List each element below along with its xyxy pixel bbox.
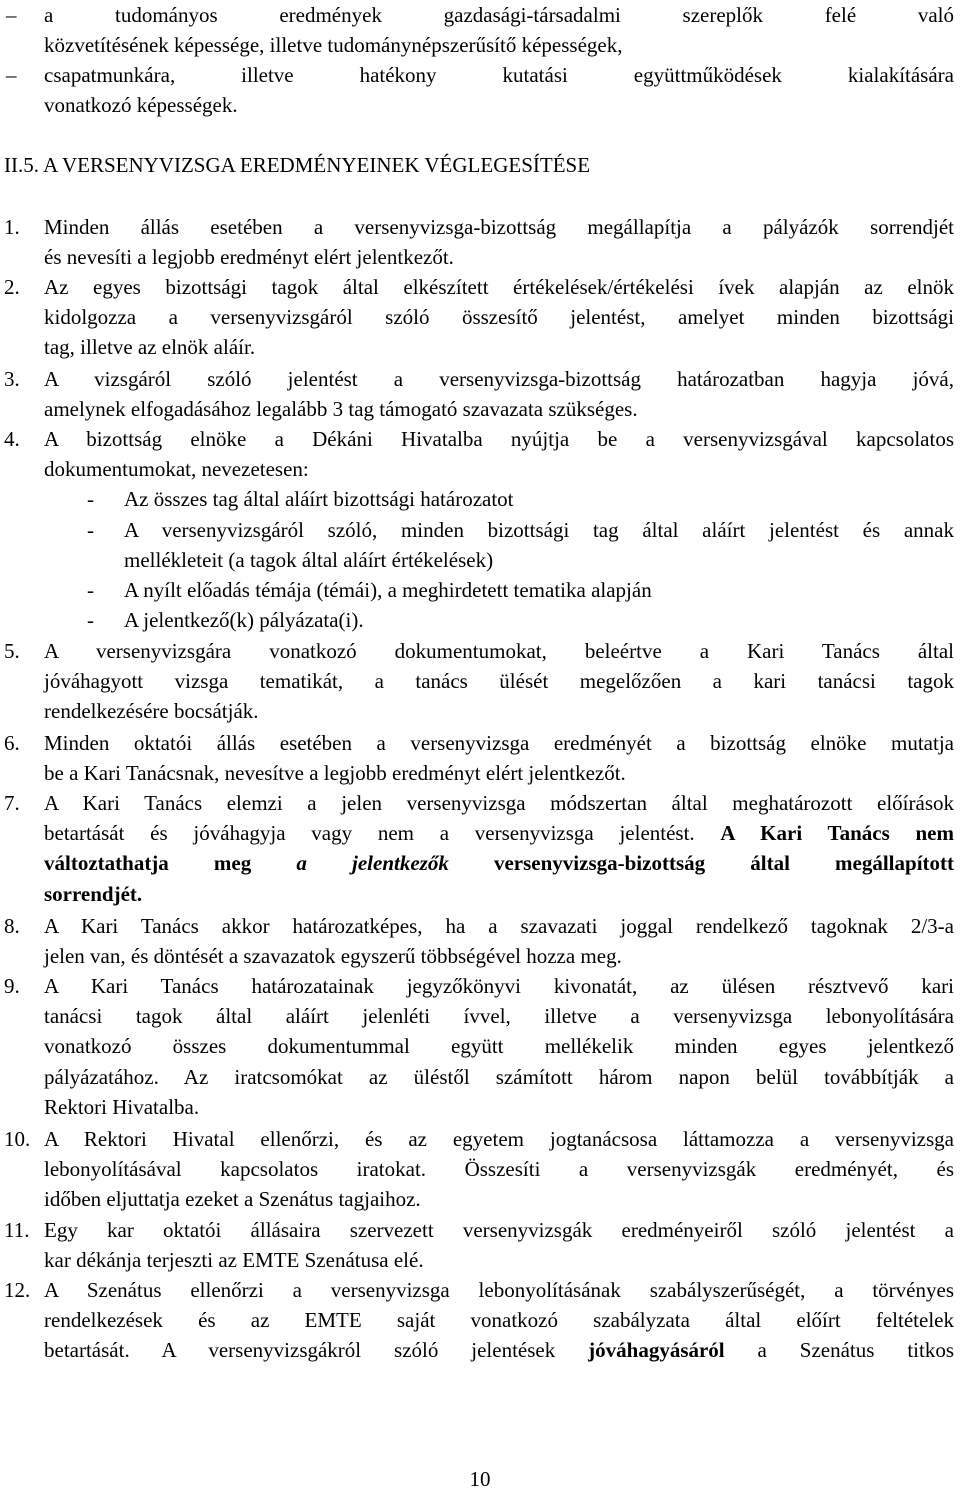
item-number: 10. — [4, 1127, 31, 1151]
text-line: dokumentumokat, nevezetesen: — [44, 457, 309, 482]
text-line: időben eljuttatja ezeket a Szenátus tagjaihoz. — [44, 1187, 421, 1212]
item-number: 5. — [4, 639, 20, 663]
item-number: 6. — [4, 731, 20, 755]
bullet-item — [6, 60, 954, 120]
item-number: 3. — [4, 367, 20, 391]
item-number: 7. — [4, 791, 20, 815]
sub-item — [44, 484, 954, 514]
bold-italic-text: a jelentkezők — [296, 851, 449, 876]
text-line: A versenyvizsgáról szóló, minden bizottsági tag által aláírt jelentést és annak — [124, 517, 954, 542]
text-line — [44, 848, 954, 878]
dash-marker: - — [87, 517, 94, 542]
list-item — [4, 1124, 954, 1215]
list-item — [4, 728, 954, 788]
text-line: a tudományos eredmények gazdasági-társadalmi szereplők felé való — [44, 3, 954, 27]
text-fragment: betartását. A versenyvizsgákról szóló jelentések — [44, 1338, 556, 1363]
item-number: 4. — [4, 427, 20, 451]
text-line: A versenyvizsgára vonatkozó dokumentumokat, beleértve a Kari Tanács által — [44, 639, 954, 663]
text-line: Egy kar oktatói állásaira szervezett versenyvizsgák eredményeiről szóló jelentést a — [44, 1218, 954, 1242]
dash-marker: – — [6, 3, 17, 27]
item-number: 11. — [4, 1218, 30, 1242]
sub-item — [44, 605, 954, 635]
list-item — [4, 212, 954, 272]
text-line: kar dékánja terjeszti az EMTE Szenátusa elé. — [44, 1248, 424, 1273]
text-line: A vizsgáról szóló jelentést a versenyvizsga-bizottság határozatban hagyja jóvá, — [44, 367, 954, 391]
text-line — [44, 818, 954, 848]
text-line: lebonyolításával kapcsolatos iratokat. Összesíti a versenyvizsgák eredményét, és — [44, 1157, 954, 1182]
text-line — [44, 879, 954, 909]
dash-marker: – — [6, 63, 17, 87]
text-line: Minden oktatói állás esetében a versenyvizsga eredményét a bizottság elnöke mutatja — [44, 731, 954, 755]
text-line: Az összes tag által aláírt bizottsági határozatot — [124, 487, 514, 512]
bold-text: változtathatja meg — [44, 851, 252, 876]
list-item — [4, 636, 954, 727]
text-fragment: a Szenátus titkos — [757, 1338, 954, 1363]
text-line: kidolgozza a versenyvizsgáról szóló összesítő jelentést, amelyet minden bizottsági — [44, 305, 954, 330]
dash-marker: - — [87, 487, 94, 512]
text-line: vonatkozó összes dokumentummal együtt mellékelik minden egyes jelentkező — [44, 1034, 954, 1059]
text-line: mellékleteit (a tagok által aláírt értékelések) — [124, 547, 494, 572]
text-line — [44, 1335, 954, 1365]
list-item — [4, 788, 955, 909]
item-number: 8. — [4, 914, 20, 938]
text-line: Minden állás esetében a versenyvizsga-bizottság megállapítja a pályázók sorrendjét — [44, 215, 954, 239]
dash-marker: - — [87, 578, 94, 603]
text-line: A Szenátus ellenőrzi a versenyvizsga lebonyolításának szabályszerűségét, a törvényes — [44, 1278, 954, 1302]
text-line: A Rektori Hivatal ellenőrzi, és az egyetem jogtanácsosa láttamozza a versenyvizsga — [44, 1127, 954, 1151]
text-line: közvetítésének képessége, illetve tudománynépszerűsítő képességek, — [44, 33, 623, 57]
text-line: jóváhagyott vizsga tematikát, a tanács ülését megelőzően a kari tanácsi tagok — [44, 669, 954, 694]
page-number: 10 — [469, 1467, 491, 1491]
text-line: és nevesíti a legjobb eredményt elért jelentkezőt. — [44, 245, 454, 270]
text-fragment: betartását és jóváhagyja vagy nem a versenyvizsga jelentést. — [44, 821, 695, 846]
text-line: be a Kari Tanácsnak, nevesítve a legjobb eredményt elért jelentkezőt. — [44, 761, 626, 786]
text-line: vonatkozó képességek. — [44, 93, 238, 117]
text-line: A bizottság elnöke a Dékáni Hivatalba nyújtja be a versenyvizsgával kapcsolatos — [44, 427, 954, 451]
text-line: A nyílt előadás témája (témái), a meghirdetett tematika alapján — [124, 578, 652, 603]
text-line: A Kari Tanács elemzi a jelen versenyvizsga módszertan által meghatározott előírások — [44, 791, 954, 815]
bold-text: versenyvizsga-bizottság által megállapított — [493, 851, 955, 876]
item-number: 9. — [4, 974, 20, 998]
list-item — [4, 911, 954, 971]
text-line: rendelkezések és az EMTE saját vonatkozó szabályzata által előírt feltételek — [44, 1308, 954, 1333]
item-number: 12. — [4, 1278, 31, 1302]
sub-item — [44, 515, 954, 575]
section-heading: II.5. A VERSENYVIZSGA EREDMÉNYEINEK VÉGLEGESÍTÉSE — [4, 153, 591, 177]
item-number: 1. — [4, 215, 20, 239]
text-line: A Kari Tanács határozatainak jegyzőkönyvi kivonatát, az ülésen résztvevő kari — [44, 974, 954, 998]
text-line: Rektori Hivatalba. — [44, 1094, 200, 1119]
item-number: 2. — [4, 275, 20, 299]
list-item — [4, 1215, 954, 1275]
text-line: jelen van, és döntését a szavazatok egyszerű többségével hozza meg. — [44, 944, 622, 969]
text-line: Az egyes bizottsági tagok által elkészített értékelések/értékelési ívek alapján az elnök — [44, 275, 954, 299]
list-item — [4, 364, 954, 424]
bullet-item — [6, 0, 954, 60]
bold-text: sorrendjét. — [44, 881, 143, 906]
text-line: rendelkezésére bocsátják. — [44, 699, 259, 724]
text-line: tanácsi tagok által aláírt jelenléti ívvel, illetve a versenyvizsga lebonyolítására — [44, 1004, 954, 1029]
list-item — [4, 424, 954, 635]
text-line: amelynek elfogadásához legalább 3 tag támogató szavazata szükséges. — [44, 397, 638, 422]
list-item — [4, 971, 954, 1122]
text-line: csapatmunkára, illetve hatékony kutatási együttműködések kialakítására — [44, 63, 954, 87]
dash-marker: - — [87, 608, 94, 633]
bold-text: jóváhagyásáról — [588, 1338, 725, 1363]
text-line: pályázatához. Az iratcsomókat az üléstől számított három napon belül továbbítják a — [44, 1064, 954, 1089]
list-item — [4, 1275, 954, 1366]
bold-text: A Kari Tanács nem — [720, 821, 954, 846]
text-line: A Kari Tanács akkor határozatképes, ha a szavazati joggal rendelkező tagoknak 2/3-a — [44, 914, 954, 938]
text-line: tag, illetve az elnök aláír. — [44, 335, 256, 360]
sub-item — [44, 575, 954, 605]
list-item — [4, 272, 954, 363]
text-line: A jelentkező(k) pályázata(i). — [124, 608, 364, 633]
